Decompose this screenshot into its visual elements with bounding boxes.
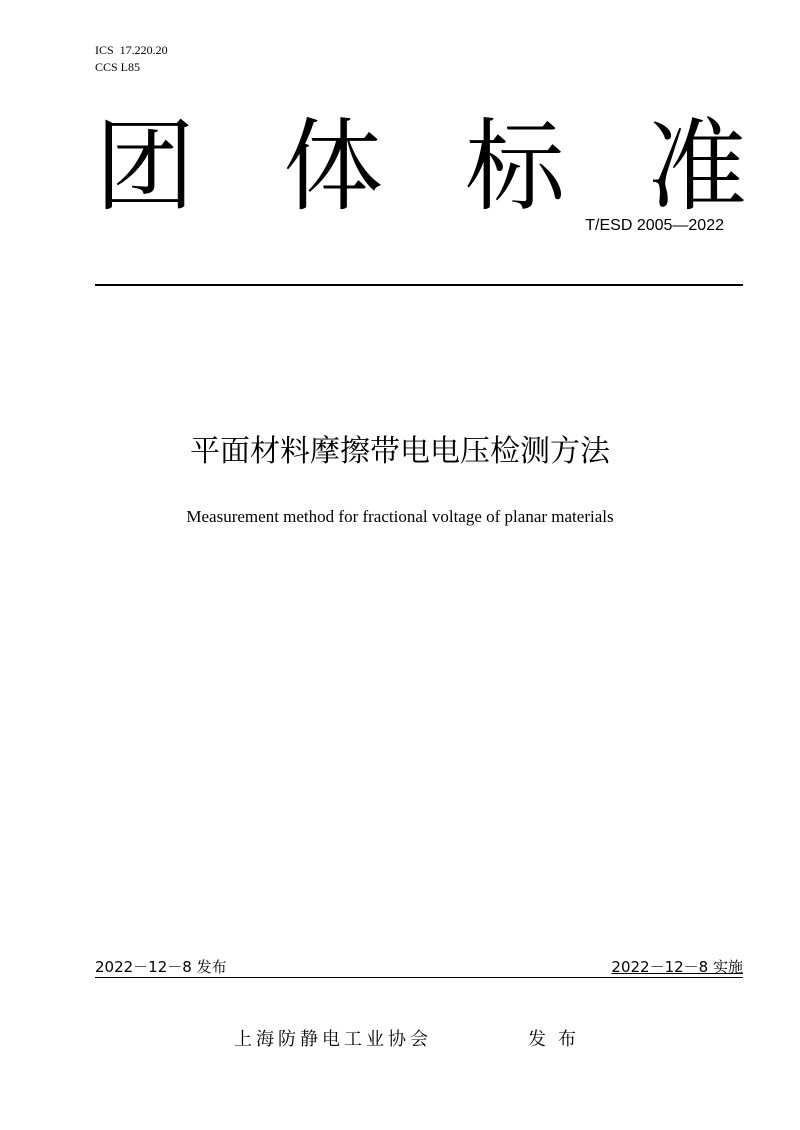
- ccs-code: CCS L85: [95, 60, 141, 74]
- footer-divider: [95, 977, 743, 978]
- publisher-action: 发布: [528, 1029, 588, 1050]
- publisher-name: 上海防静电工业协会: [234, 1029, 432, 1050]
- document-type-char: 体: [283, 108, 383, 225]
- implementation-date: 2022－12－8 实施: [611, 958, 743, 976]
- issue-date: 2022－12－8 发布: [95, 958, 227, 976]
- ics-code: ICS 17.220.20: [95, 43, 168, 57]
- classification-codes: [95, 42, 168, 76]
- document-type-char: 准: [647, 108, 747, 225]
- document-type-char: 标: [465, 108, 565, 225]
- date-row: [95, 957, 743, 979]
- standard-number: T/ESD 2005—2022: [585, 217, 724, 234]
- document-type-heading: [95, 108, 747, 225]
- title-chinese: 平面材料摩擦带电电压检测方法: [190, 434, 610, 469]
- header-divider: [95, 284, 743, 286]
- document-type-char: 团: [95, 108, 195, 225]
- title-english: Measurement method for fractional voltage of planar materials: [186, 507, 614, 526]
- publisher-line: [0, 1028, 800, 1056]
